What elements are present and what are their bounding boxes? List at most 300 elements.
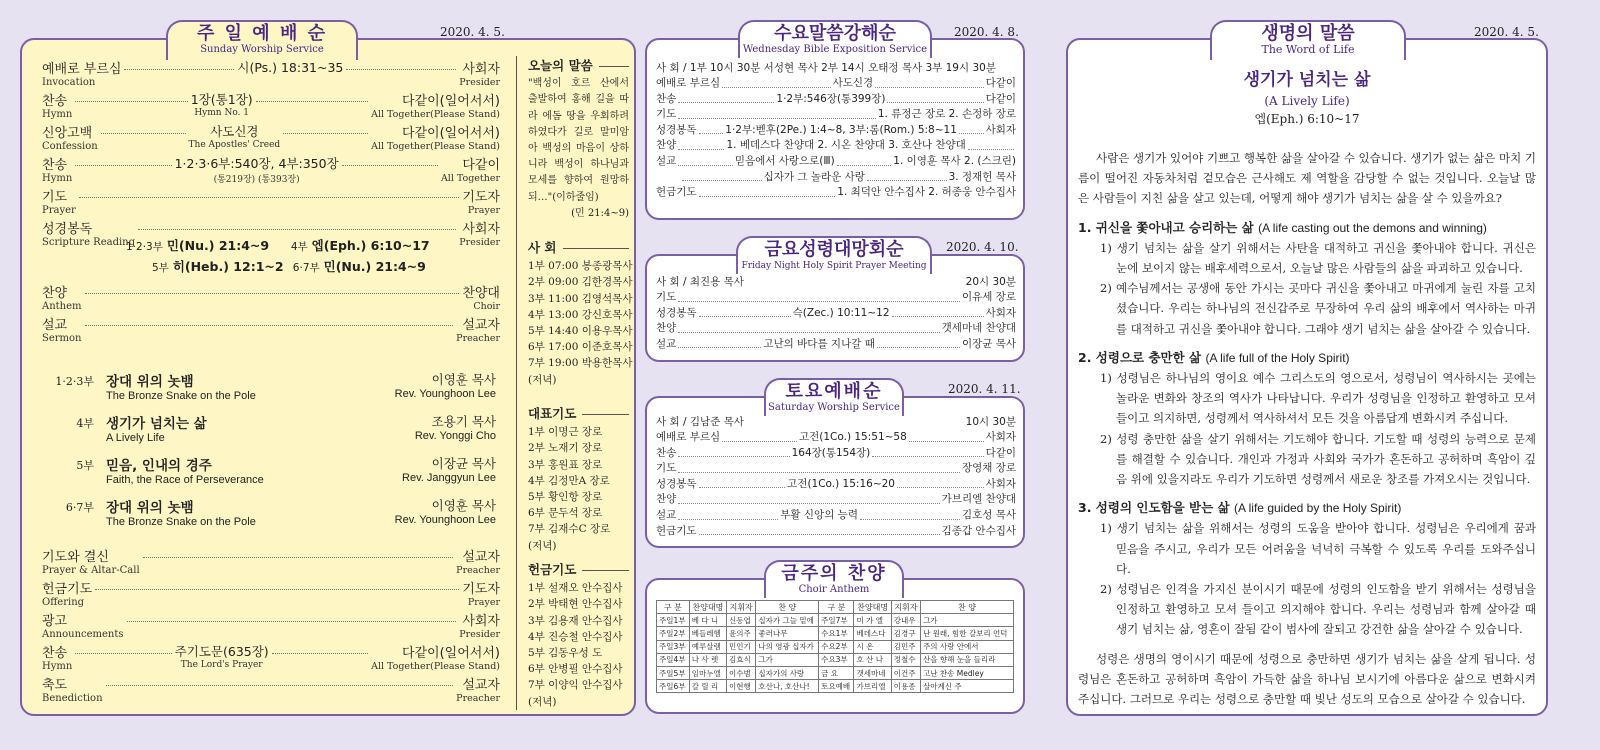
choir-cell: 주일1부 <box>657 614 690 627</box>
order-label: 기도 <box>656 108 677 121</box>
sermon-entry <box>42 370 496 402</box>
order-label: 찬양 <box>656 139 677 152</box>
row-role: 찬양대 Choir <box>462 286 500 312</box>
prayer-item: 7부 김재수C 장로 <box>528 523 611 536</box>
dot-leader <box>95 578 459 590</box>
dot-leader <box>346 58 456 70</box>
row-label: 신앙고백 Confession <box>42 126 98 152</box>
dot-leader <box>682 180 762 181</box>
order-role: 김호성 목사 <box>961 508 1017 521</box>
order-label: 설교 <box>656 337 677 350</box>
worship-row <box>42 674 500 704</box>
row-content: 사도신경 The Apostles' Creed <box>188 124 281 150</box>
order-role: 사회자 <box>985 477 1016 490</box>
sermon-service: 4부 <box>76 417 94 430</box>
order-role: 3. 정재헌 목사 <box>948 170 1017 183</box>
choir-header-cell: 찬 양 <box>921 601 1014 614</box>
dot-leader <box>699 487 786 488</box>
choir-cell: 수요3부 <box>819 653 854 666</box>
choir-cell: 갈 릴 리 <box>689 680 726 693</box>
row-role: 다같이(일어서서) All Together(Please Stand) <box>371 94 501 120</box>
choir-cell: 이용종 <box>891 680 920 693</box>
word-heading-en: (A Lively Life) <box>1264 94 1350 108</box>
choir-cell: 베 다 니 <box>689 614 726 627</box>
dot-leader <box>959 133 984 134</box>
dot-leader <box>138 218 456 230</box>
choir-row <box>657 653 1014 666</box>
choir-cell: 수요2부 <box>819 640 854 653</box>
prayer-item: 2부 노재기 장로 <box>528 442 603 455</box>
dot-leader <box>877 347 960 348</box>
choir-cell: 김경구 <box>891 627 920 640</box>
order-label: 예배로 부르심 <box>656 431 721 443</box>
worship-row <box>42 578 500 608</box>
dot-leader <box>678 102 774 103</box>
wednesday-title: 수요말씀강해순 <box>774 23 896 44</box>
host-item: (저녁) <box>528 373 557 386</box>
dot-leader <box>897 487 984 488</box>
order-role: 갯세마네 찬양대 <box>941 322 1016 335</box>
scripture-label: 1·2·3부 <box>126 241 163 253</box>
wednesday-tab <box>738 20 932 58</box>
dot-leader <box>887 102 983 103</box>
dot-leader <box>101 122 186 134</box>
sermon-title: 생기가 넘치는 삶 <box>106 416 207 432</box>
order-label: 성경봉독 <box>656 123 697 136</box>
order-row <box>656 508 1016 524</box>
dot-leader <box>678 301 960 302</box>
prayer-title: 대표기도 <box>528 406 629 422</box>
offering-item: 6부 안병필 안수집사 <box>528 663 623 676</box>
saturday-title: 토요예배순 <box>785 381 883 402</box>
choir-cell: 좋러나무 <box>756 627 819 640</box>
order-row <box>656 123 1016 139</box>
dot-leader <box>875 87 983 88</box>
order-role: 이장균 목사 <box>961 337 1016 350</box>
order-role: 다같이 <box>985 77 1016 89</box>
choir-row <box>657 680 1014 693</box>
dot-leader <box>75 90 187 102</box>
choir-cell: 윤의주 <box>727 627 756 640</box>
section-2-title: 2. 성령으로 충만한 삶 (A life full of the Holy Spirit) <box>1078 349 1350 365</box>
order-content: 고난의 바다를 지나갈 때 <box>763 337 875 350</box>
order-label: 찬양 <box>656 322 677 335</box>
sunday-title: 주 일 예 배 순 <box>196 23 327 44</box>
offering-item: 2부 박태현 안수집사 <box>528 598 623 611</box>
order-role: 사회자 <box>985 123 1017 136</box>
sermon-title-en: A Lively Life <box>106 432 165 444</box>
dot-leader <box>124 58 234 70</box>
row-content: 1·2·3·6부:540장, 4부:350장 (통219장) (통393장) <box>174 156 339 185</box>
host-item: 1부 07:00 봉종광목사 <box>528 260 633 273</box>
choir-subtitle: Choir Anthem <box>798 584 870 595</box>
choir-cell: 수요1부 <box>819 627 854 640</box>
sunday-subtitle: Sunday Worship Service <box>200 44 324 55</box>
section-1-title: 1. 귀신을 쫓아내고 승리하는 삶 (A life casting out the demons and winning) <box>1078 219 1487 235</box>
worship-row <box>42 642 500 672</box>
choir-cell: 민인기 <box>727 640 756 653</box>
dot-leader <box>722 87 830 88</box>
wednesday-date: 2020. 4. 8. <box>954 25 1019 39</box>
order-role: 다같이 <box>985 446 1017 459</box>
dot-leader <box>283 122 368 134</box>
dot-leader <box>678 347 761 348</box>
choir-cell: 주일5부 <box>657 666 690 679</box>
dot-leader <box>678 472 960 473</box>
dot-leader <box>722 441 797 442</box>
prayer-list <box>528 406 629 554</box>
choir-row <box>657 627 1014 640</box>
row-label: 헌금기도 Offering <box>42 582 93 608</box>
word-tab <box>1210 20 1406 60</box>
choir-row <box>657 666 1014 679</box>
row-role: 사회자 Presider <box>459 614 500 640</box>
choir-cell: 주일2부 <box>657 627 690 640</box>
friday-date: 2020. 4. 10. <box>946 240 1019 254</box>
order-row <box>656 306 1016 322</box>
order-content: 부활 신앙의 능력 <box>780 508 858 521</box>
row-role: 다같이 All Together <box>440 158 501 184</box>
order-row <box>656 524 1016 540</box>
choir-title: 금주의 찬양 <box>781 563 887 584</box>
today-word <box>528 58 629 222</box>
worship-row <box>42 122 500 152</box>
offering-list <box>528 562 629 710</box>
choir-cell: 갯세마네 <box>854 666 891 679</box>
choir-header-cell: 구 분 <box>657 601 690 614</box>
sermon-service: 6·7부 <box>65 501 94 514</box>
sermon-entry <box>42 496 496 528</box>
choir-cell: 베데스다 <box>854 627 891 640</box>
dot-leader <box>143 546 454 558</box>
host-item: 6부 17:00 이준호목사 <box>528 341 633 354</box>
choir-cell: 그가 <box>756 653 819 666</box>
today-word-title: 오늘의 말씀 <box>528 58 629 74</box>
sermon-pastor-en: Rev. Janggyun Lee <box>402 472 496 484</box>
offering-item: 4부 진승철 안수집사 <box>528 630 623 643</box>
order-content: 십자가 그 놀라운 사랑 <box>763 170 865 183</box>
choir-cell: 호산나, 호산나! <box>756 680 819 693</box>
choir-cell: 토요예배 <box>819 680 854 693</box>
row-label: 찬송 Hymn <box>42 94 73 120</box>
word-subtitle: The Word of Life <box>1261 43 1355 56</box>
order-row <box>656 461 1016 477</box>
section-3-title: 3. 성령의 인도함을 받는 삶 (A life guided by the Holy Spirit) <box>1078 500 1402 516</box>
row-content: 시(Ps.) 18:31~35 <box>237 60 344 75</box>
word-intro: 사람은 생기가 있어야 기쁘고 행복한 삶을 살아갈 수 있습니다. 생기가 없는 삶은 마치 기름이 떨어진 자동차처럼 겉모습은 근사해도 제 역할을 감당할 수 없는 것입니다. 오늘날 많은 사람들이 지친 삶을 살고 있는데, 어떻게 해야 생기가 넘치는 삶을 살 수 있을까요? <box>1078 151 1536 206</box>
row-label: 기도 Prayer <box>42 190 76 216</box>
dot-leader <box>106 674 454 686</box>
scripture-ref: 민(Nu.) 21:4~9 <box>166 238 270 253</box>
order-role: 다같이 <box>985 92 1017 105</box>
order-label: 성경봉독 <box>656 477 697 490</box>
host-list <box>528 240 633 388</box>
row-label: 축도 Benediction <box>42 678 103 704</box>
word-body <box>1078 148 1536 709</box>
offering-title: 헌금기도 <box>528 562 629 578</box>
scripture-label: 5부 <box>152 262 169 274</box>
worship-row <box>42 546 500 576</box>
dot-leader <box>75 154 171 166</box>
worship-row <box>42 610 500 640</box>
dot-leader <box>79 186 459 198</box>
choir-cell: 김민주 <box>891 640 920 653</box>
sermon-pastor: 이영훈 목사 <box>431 372 496 387</box>
order-role: 1. 최덕안 안수집사 2. 허종웅 안수집사 <box>837 186 1016 199</box>
saturday-subtitle: Saturday Worship Service <box>768 402 900 413</box>
saturday-tab <box>764 378 904 416</box>
saturday-time: 10시 30분 <box>965 416 1016 428</box>
choir-cell: 나 사 렛 <box>689 653 726 666</box>
saturday-body <box>656 414 1016 539</box>
dot-leader <box>909 441 984 442</box>
wednesday-subtitle: Wednesday Bible Exposition Service <box>742 44 928 55</box>
choir-cell: 임마누엘 <box>689 666 726 679</box>
host-item: 7부 19:00 박용한목사 <box>528 357 633 370</box>
choir-row <box>657 614 1014 627</box>
order-label: 예배로 부르심 <box>656 77 721 89</box>
order-role: 1. 류정근 장로 2. 손정하 장로 <box>877 108 1016 121</box>
friday-subtitle: Friday Night Holy Spirit Prayer Meeting <box>741 261 927 271</box>
choir-cell: 주일3부 <box>657 640 690 653</box>
offering-item: 1부 설재오 안수집사 <box>528 582 623 595</box>
scripture-ref: 엡(Eph.) 6:10~17 <box>311 238 430 253</box>
sermon-pastor: 이영훈 목사 <box>431 498 496 513</box>
row-label: 설교 Sermon <box>42 318 82 344</box>
choir-cell: 신동엽 <box>727 614 756 627</box>
dot-leader <box>85 314 454 326</box>
prayer-item: (저녁) <box>528 539 557 552</box>
section-2-point-2: 2) 성령 충만한 삶을 살기 위해서는 기도해야 합니다. 기도할 때 성령의 능력으로 문제를 해결할 수 있습니다. 개인과 가정과 사회와 국가가 혼돈하고 공허하며 흑암이 깊음 위에 있을지라도 우리가 기도하면 성령께서 새로운 창조를 가져오시는 것입니다. <box>1100 431 1536 487</box>
sermon-pastor-en: Rev. Younghoon Lee <box>394 514 496 526</box>
order-row <box>656 290 1016 306</box>
dot-leader <box>272 642 368 654</box>
dot-leader <box>678 456 789 457</box>
row-label: 찬양 Anthem <box>42 286 82 312</box>
order-content: 슥(Zec.) 10:11~12 <box>792 306 890 319</box>
order-content: 고전(1Co.) 15:51~58 <box>798 431 907 443</box>
dot-leader <box>678 519 778 520</box>
row-label: 찬송 Hymn <box>42 646 73 672</box>
dot-leader <box>699 316 791 317</box>
row-role: 기도자 Prayer <box>462 582 500 608</box>
sunday-date: 2020. 4. 5. <box>440 25 505 39</box>
scripture-label: 4부 <box>290 241 308 253</box>
offering-item: 3부 김용재 안수집사 <box>528 614 623 627</box>
choir-row <box>657 640 1014 653</box>
choir-cell: 살아계신 주 <box>921 680 1014 693</box>
row-label: 기도와 결신 Prayer & Altar-Call <box>42 550 140 576</box>
row-role: 사회자 Presider <box>459 62 500 88</box>
order-label: 찬송 <box>656 446 677 459</box>
row-role: 사회자 Presider <box>459 222 500 248</box>
order-role: 김종갑 안수집사 <box>941 524 1016 537</box>
order-label: 성경봉독 <box>656 306 697 319</box>
choir-table <box>656 600 1014 693</box>
sermon-entry <box>42 454 496 486</box>
dot-leader <box>699 196 836 197</box>
saturday-date: 2020. 4. 11. <box>948 382 1021 396</box>
offering-item: 5부 김동우성 도 <box>528 647 603 660</box>
choir-tab <box>764 560 904 598</box>
order-role: 사회자 <box>985 431 1016 443</box>
today-word-text: "백성이 호르 산에서 출발하여 홍해 길을 따라 에돔 땅을 우회하려 하였다가 길로 말미암아 백성의 마음이 상하니라 백성이 하나님과 모세를 향하여 원망하되…"(이하줄임) <box>528 78 629 203</box>
sermon-pastor-en: Rev. Yonggi Cho <box>414 430 496 442</box>
order-label: 기도 <box>656 291 677 303</box>
choir-header-cell: 지휘자 <box>891 601 920 614</box>
choir-header-cell: 찬 양 <box>756 601 819 614</box>
dot-leader <box>678 503 939 504</box>
order-role: 이유세 장로 <box>961 291 1016 303</box>
order-row <box>656 154 1016 170</box>
sermon-entry <box>42 412 496 444</box>
section-1-point-1: 1) 생기 넘치는 삶을 살기 위해서는 사탄을 대적하고 귀신을 쫓아내야 합니다. 귀신은 눈에 보이지 않는 배후세력으로서, 오늘날 많은 사람들의 삶을 파괴하고 있습니다. <box>1100 240 1536 276</box>
order-row <box>656 76 1016 92</box>
word-heading-block <box>1066 68 1548 128</box>
dot-leader <box>968 149 1014 150</box>
prayer-item: 4부 김정만A 장로 <box>528 474 610 487</box>
dot-leader <box>342 154 438 166</box>
dot-leader <box>75 642 171 654</box>
choir-cell: 그가 <box>921 614 1014 627</box>
prayer-item: 5부 황인항 장로 <box>528 491 603 504</box>
choir-cell: 정철수 <box>891 653 920 666</box>
choir-cell: 호 산 나 <box>854 653 891 666</box>
scripture-block <box>126 236 506 278</box>
row-content: 1장(통1장) Hymn No. 1 <box>190 92 253 118</box>
order-label: 헌금기도 <box>656 186 697 199</box>
wednesday-header: 사 회 / 1부 10시 30분 서성현 목사 2부 14시 오태정 목사 3부 19시 30분 <box>656 62 996 74</box>
order-label: 설교 <box>656 154 677 167</box>
order-label: 기도 <box>656 462 677 475</box>
choir-cell: 베들레헴 <box>689 627 726 640</box>
choir-cell: 고난 찬송 Medley <box>921 666 1014 679</box>
word-title: 생명의 말씀 <box>1261 23 1355 44</box>
dot-leader <box>678 165 733 166</box>
worship-row <box>42 282 500 312</box>
choir-cell: 나의 영광 십자가 <box>756 640 819 653</box>
order-row <box>656 321 1016 337</box>
wednesday-body <box>656 60 1016 201</box>
row-label: 성경봉독 Scripture Reading <box>42 222 136 248</box>
friday-time: 20시 30분 <box>965 276 1016 288</box>
offering-item: (저녁) <box>528 695 557 708</box>
sermon-title: 장대 위의 놋뱀 <box>106 500 194 516</box>
friday-title: 금요성령대망회순 <box>764 239 904 260</box>
prayer-item: 1부 이명근 장로 <box>528 426 603 439</box>
word-heading: 생기가 넘치는 삶 <box>1243 70 1371 90</box>
prayer-item: 3부 홍원표 장로 <box>528 458 603 471</box>
column-divider <box>516 56 517 710</box>
section-3-point-2: 2) 성령님은 인격을 가지신 분이시기 때문에 성령의 인도함을 받기 위해서는 성령님을 인정하고 환영하고 모셔 들이고 의지해야 합니다. 우리는 성령님과 함께 살아갈 때 생기 넘치는 삶, 영혼이 잘됨 같이 범사에 잘되고 강건한 삶을 살아갈 수 있습니다. <box>1100 582 1536 637</box>
choir-cell: 이건주 <box>891 666 920 679</box>
host-item: 2부 09:00 김한경목사 <box>528 276 633 289</box>
order-row <box>656 92 1016 108</box>
order-row <box>656 477 1016 493</box>
choir-header-cell: 구 분 <box>819 601 854 614</box>
order-row <box>656 337 1016 353</box>
order-row <box>656 138 1016 154</box>
dot-leader <box>256 90 368 102</box>
choir-cell: 시 온 <box>854 640 891 653</box>
dot-leader <box>699 133 724 134</box>
word-date: 2020. 4. 5. <box>1474 25 1539 39</box>
dot-leader <box>678 332 939 333</box>
row-role: 설교자 Preacher <box>456 550 500 576</box>
choir-cell: 산을 향해 눈을 들리라 <box>921 653 1014 666</box>
choir-cell: 강내우 <box>891 614 920 627</box>
dot-leader <box>867 180 947 181</box>
choir-cell: 예루살렘 <box>689 640 726 653</box>
choir-cell: 가브리엘 <box>854 680 891 693</box>
friday-host: 사 회 / 최진용 목사 <box>656 276 744 288</box>
dot-leader <box>699 534 940 535</box>
choir-header-cell: 찬양대명 <box>854 601 891 614</box>
row-label: 예배로 부르심 Invocation <box>42 62 122 88</box>
worship-row <box>42 90 500 120</box>
host-title: 사 회 <box>528 240 629 256</box>
dot-leader <box>892 316 984 317</box>
word-outro: 성령은 생명의 영이시기 때문에 성령으로 충만하면 생기가 넘치는 삶을 살게 됩니다. 성령님은 혼돈하고 공허하며 흑암이 가득한 삶을 하나님 보시기에 아름다운 삶으로 변화시켜 주십니다. 그러므로 우리는 성령으로 충만할 때 빛난 성도의 모습으로 살아갈 수 있습니다. <box>1078 651 1536 707</box>
dot-leader <box>860 519 960 520</box>
choir-cell: 주일4부 <box>657 653 690 666</box>
choir-header-cell: 지휘자 <box>727 601 756 614</box>
row-role: 다같이(일어서서) All Together(Please Stand) <box>371 126 500 152</box>
order-content: 사도신경 <box>832 77 874 89</box>
order-row <box>656 430 1016 446</box>
order-content: 1·2부:벧후(2Pe.) 1:4~8, 3부:롬(Rom.) 5:8~11 <box>725 123 957 136</box>
order-label: 찬송 <box>656 92 677 105</box>
choir-cell: 난 원래, 힘한 갈보리 언덕 <box>921 627 1014 640</box>
choir-cell: 김효식 <box>727 653 756 666</box>
dot-leader <box>127 610 457 622</box>
order-content: 164장(통154장) <box>791 446 871 459</box>
row-content: 주기도문(635장) The Lord's Prayer <box>174 644 269 670</box>
row-label: 광고 Announcements <box>42 614 124 640</box>
order-role: 가브리엘 찬양대 <box>941 493 1016 506</box>
friday-tab <box>736 236 932 274</box>
order-label: 헌금기도 <box>656 524 697 537</box>
row-role: 다같이(일어서서) All Together(Please Stand) <box>371 646 500 672</box>
dot-leader <box>678 118 876 119</box>
scripture-label: 6·7부 <box>292 262 320 274</box>
sermon-title-en: Faith, the Race of Perseverance <box>106 474 264 486</box>
sermon-title-en: The Bronze Snake on the Pole <box>106 390 256 402</box>
sermon-service: 1·2·3부 <box>55 375 94 388</box>
order-row <box>656 185 1016 201</box>
order-role: 1. 이영훈 목사 2. (스크린) <box>893 154 1017 167</box>
choir-cell: 미 가 엘 <box>854 614 891 627</box>
worship-row <box>42 314 500 344</box>
sermon-title: 믿음, 인내의 경주 <box>106 458 212 474</box>
sermon-title: 장대 위의 놋뱀 <box>106 374 194 390</box>
dot-leader <box>872 456 983 457</box>
sermon-title-en: The Bronze Snake on the Pole <box>106 516 256 528</box>
host-item: 4부 13:00 강신호목사 <box>528 308 633 321</box>
order-label: 설교 <box>656 508 677 521</box>
saturday-host: 사 회 / 김남준 목사 <box>656 416 744 428</box>
choir-cell: 십자가의 사랑 <box>756 666 819 679</box>
order-row <box>656 492 1016 508</box>
order-role: 장영채 장로 <box>961 462 1016 475</box>
order-content: 믿음에서 사랑으로(Ⅲ) <box>734 154 835 167</box>
worship-row <box>42 58 500 88</box>
row-role: 기도자 Prayer <box>462 190 500 216</box>
host-item: 3부 11:00 김영석목사 <box>528 292 633 305</box>
order-row <box>656 170 1016 186</box>
scripture-ref: 히(Heb.) 12:1~2 <box>172 259 284 274</box>
row-label: 찬송 Hymn <box>42 158 73 184</box>
